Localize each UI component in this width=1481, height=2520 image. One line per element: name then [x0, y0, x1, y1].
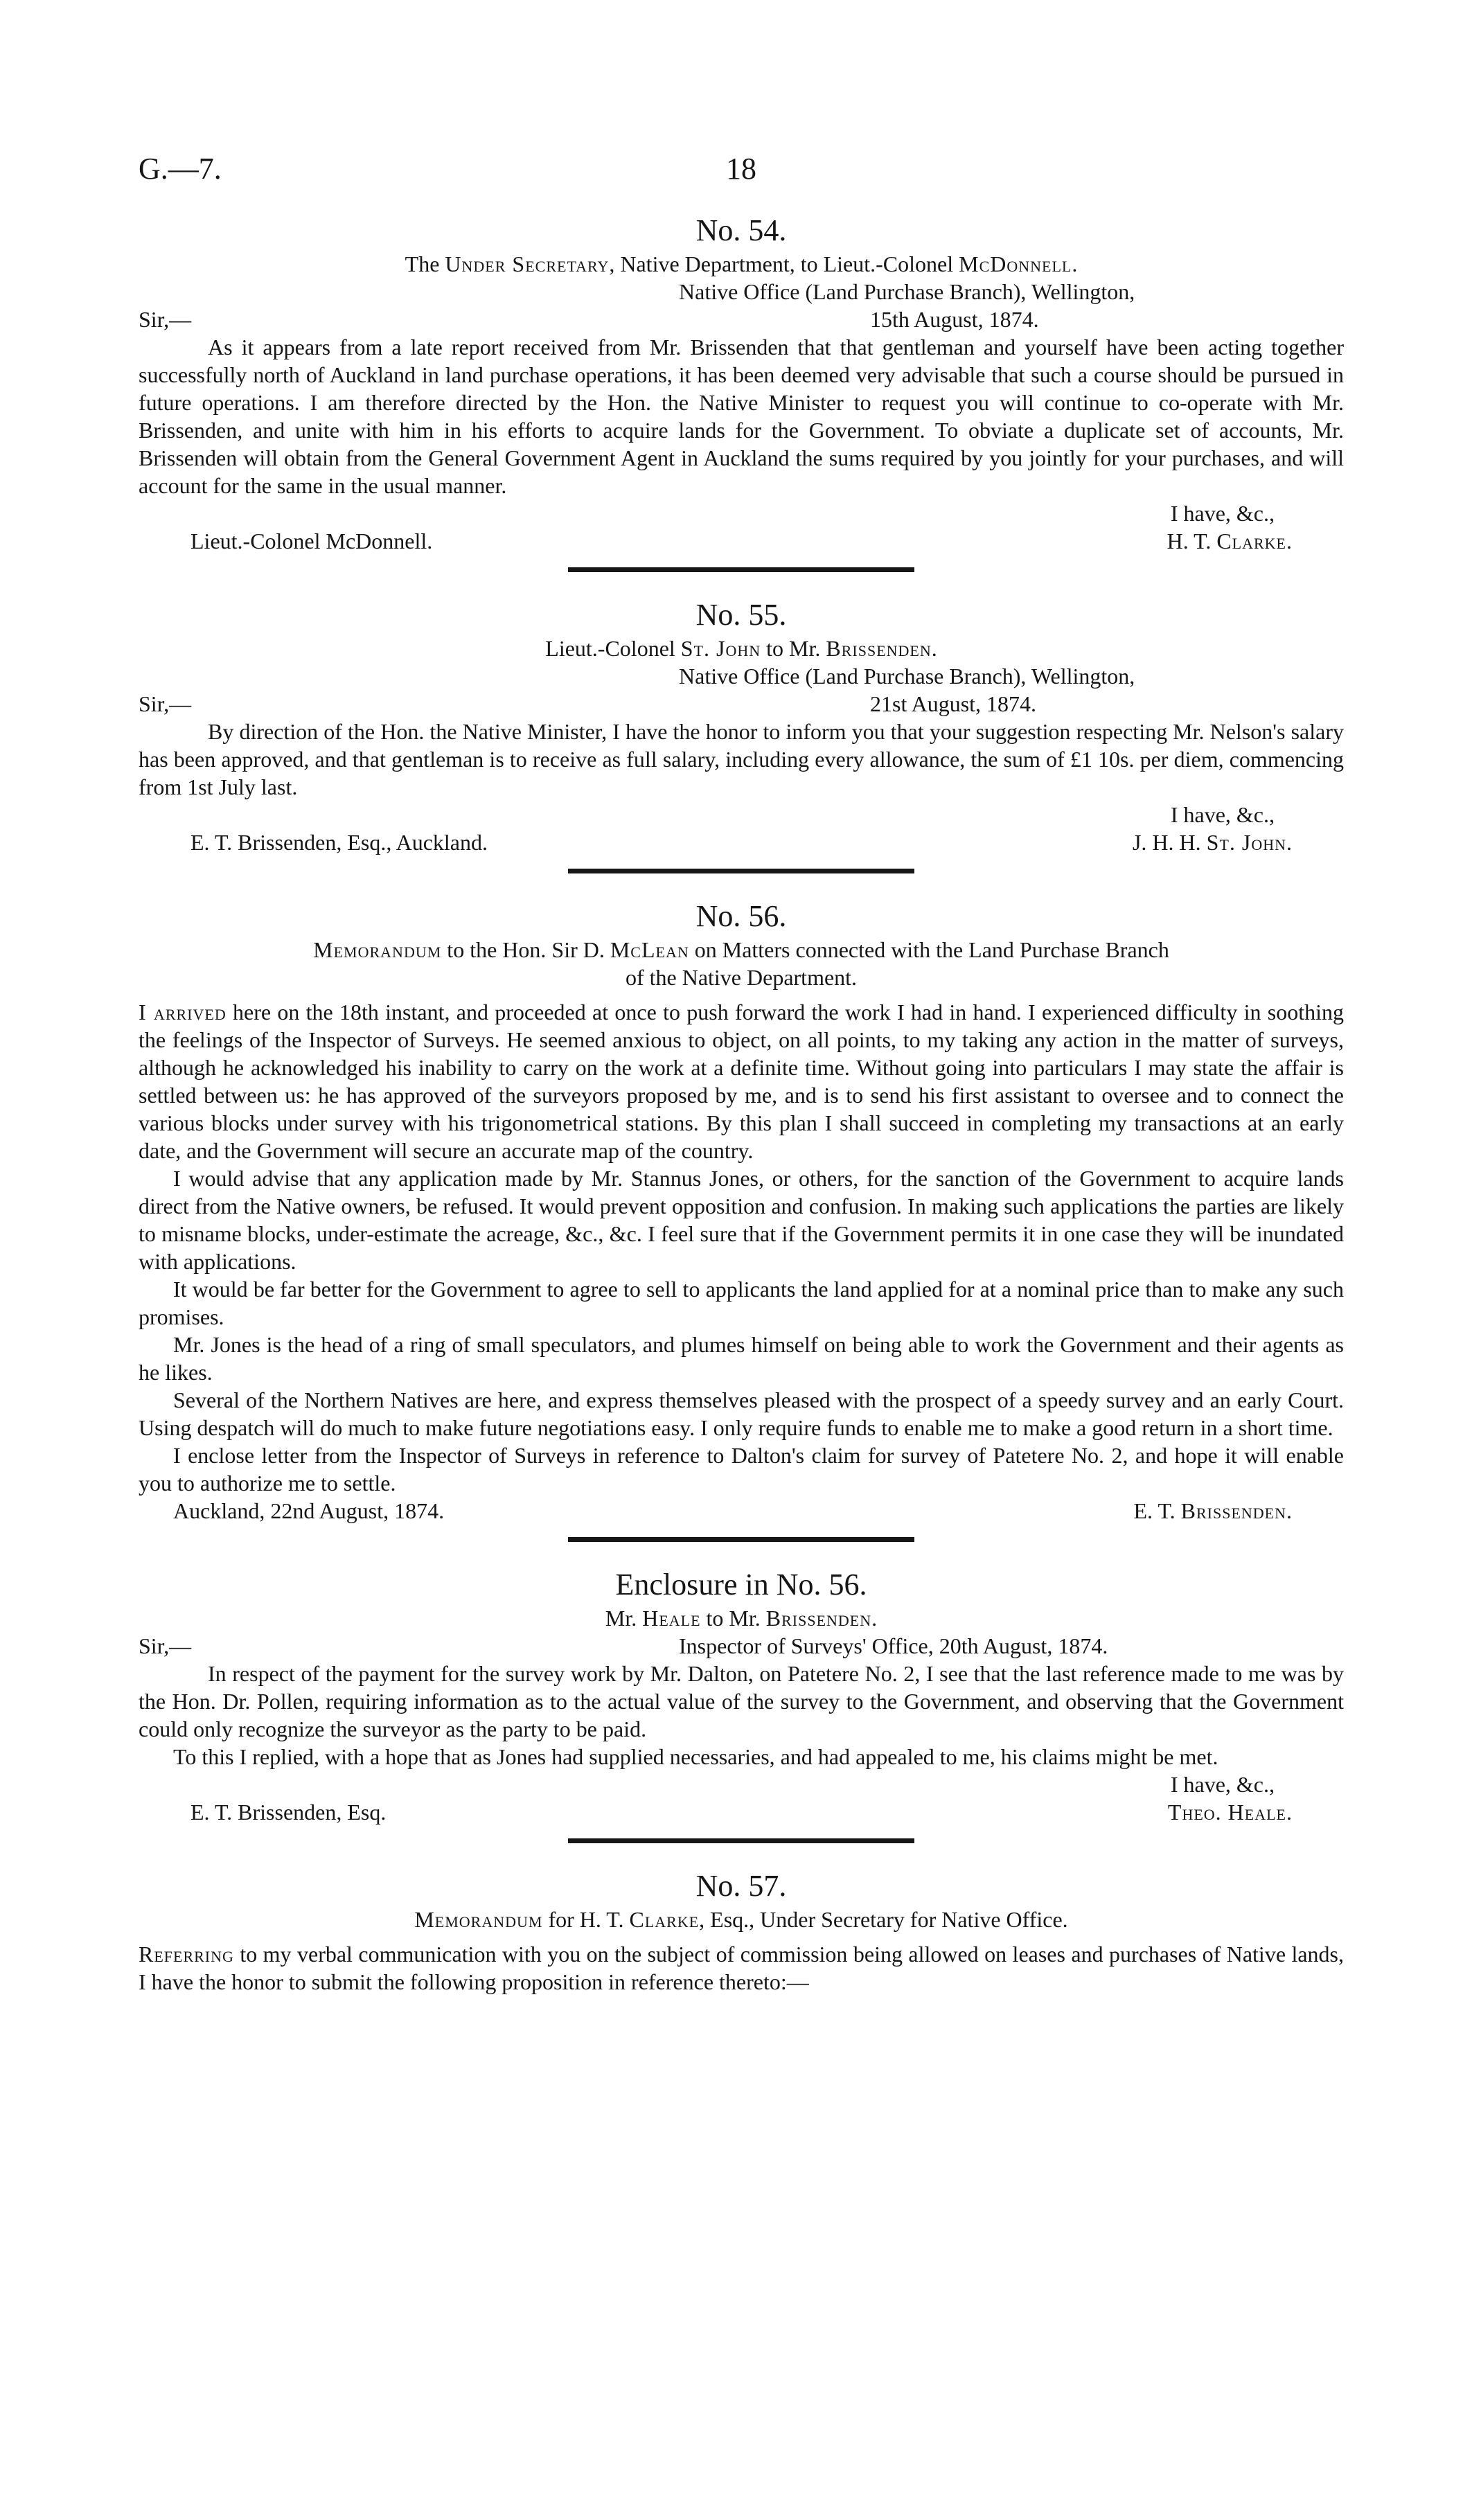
letter-date: 21st August, 1874.	[870, 691, 1037, 716]
letter-location: Native Office (Land Purchase Branch), Wellington,	[679, 664, 1135, 689]
salutation: Sir,—	[139, 1633, 192, 1658]
letter-paragraph: In respect of the payment for the survey work by Mr. Dalton, on Patetere No. 2, I see that the last reference made to me was by the Hon. Dr. Pollen, requiring information as to the actual value of the survey to the Government, and observing that the Government could only recognize the surveyor as the party to be paid.	[139, 1661, 1344, 1741]
content-column	[139, 211, 1344, 1996]
memo-paragraph: Mr. Jones is the head of a ring of small speculators, and plumes himself on being able to work the Government and their agents as he likes.	[139, 1332, 1344, 1385]
salutation-date-row	[139, 1632, 1344, 1660]
letter-heading: Mr. Heale to Mr. Brissenden.	[605, 1606, 878, 1631]
section-divider	[568, 567, 914, 572]
closing-row: I have, &c.,	[1170, 501, 1275, 526]
letter-body: By direction of the Hon. the Native Minister, I have the honor to inform you that your suggestion respecting Mr. Nelson's salary has been approved, and that gentleman is to receive as full salary, including every allowance, the sum of £1 10s. per diem, commencing from 1st July last.	[139, 719, 1344, 799]
section-title: No. 56.	[695, 899, 787, 933]
letter-location: Native Office (Land Purchase Branch), Wellington,	[679, 279, 1135, 304]
section-title: No. 57.	[695, 1869, 787, 1903]
letter-date: 15th August, 1874.	[870, 307, 1039, 332]
salutation-date-row	[139, 690, 1344, 718]
section-title: Enclosure in No. 56.	[615, 1568, 867, 1601]
closing-row: I have, &c.,	[1170, 1772, 1275, 1797]
memo-heading: Memorandum to the Hon. Sir D. McLean on Matters connected with the Land Purchase Branch	[313, 937, 1169, 962]
document-code: G.—7.	[139, 152, 222, 186]
addressee: E. T. Brissenden, Esq., Auckland.	[190, 830, 488, 855]
section-title: No. 55.	[695, 598, 787, 632]
memo-heading-line2: of the Native Department.	[625, 965, 858, 990]
salutation: Sir,—	[139, 691, 192, 716]
closing-row: I have, &c.,	[1170, 802, 1275, 827]
letter-no-54	[139, 211, 1344, 572]
signatory: E. T. Brissenden.	[1133, 1498, 1292, 1523]
signature-row	[139, 1798, 1344, 1826]
signature-row	[139, 527, 1344, 555]
letter-heading: Lieut.-Colonel St. John to Mr. Brissenden.	[545, 636, 937, 661]
memo-paragraph: I would advise that any application made by Mr. Stannus Jones, or others, for the sanction of the Government to acquire lands direct from the Native owners, be refused. It would prevent opposition and confusion. In making such applications the parties are likely to misname blocks, under-estimate the acreage, &c., &c. I feel sure that if the Government permits it in one case they will be inundated with applications.	[139, 1166, 1344, 1274]
letter-no-55	[139, 596, 1344, 873]
memo-heading: Memorandum for H. T. Clarke, Esq., Under Secretary for Native Office.	[414, 1907, 1068, 1932]
memo-paragraph: I arrived here on the 18th instant, and proceeded at once to push forward the work I had in hand. I experienced difficulty in soothing the feelings of the Inspector of Surveys. He seemed anxious to object, on all points, to my taking any action in the matter of surveys, although he acknowledged his inability to carry on the work at a definite time. Without going into particulars I may state the affair is settled between us: he has approved of the surveyors proposed by me, and is to send his first assistant to oversee and to connect the various blocks under survey with his trigonometrical stations. By this plan I shall succeed in completing my transactions at an early date, and the Government will secure an accurate map of the country.	[139, 1000, 1345, 1163]
enclosure-no-56	[139, 1565, 1344, 1843]
signatory: J. H. H. St. John.	[1132, 830, 1292, 855]
memo-paragraph: It would be far better for the Government to agree to sell to applicants the land applied for at a nominal price than to make any such promises.	[139, 1277, 1344, 1329]
signatory: H. T. Clarke.	[1167, 529, 1292, 553]
signatory: Theo. Heale.	[1167, 1800, 1292, 1825]
addressee: E. T. Brissenden, Esq.	[190, 1800, 387, 1825]
salutation: Sir,—	[139, 307, 192, 332]
section-divider	[568, 1838, 914, 1843]
memo-paragraph: Several of the Northern Natives are here, and express themselves pleased with the prospect of a speedy survey and an early Court. Using despatch will do much to make future negotiations easy. I only require funds to enable me to make a good return in a short time.	[139, 1387, 1344, 1440]
memorandum-no-56	[139, 897, 1344, 1542]
page-header	[139, 151, 1342, 199]
section-divider	[568, 869, 914, 873]
page-number: 18	[726, 152, 756, 186]
signature-row	[139, 1497, 1344, 1525]
place-date: Auckland, 22nd August, 1874.	[173, 1498, 445, 1523]
location-date: Inspector of Surveys' Office, 20th August, 1874.	[679, 1633, 1108, 1658]
section-divider	[568, 1537, 914, 1542]
salutation-date-row	[139, 305, 1344, 333]
addressee: Lieut.-Colonel McDonnell.	[190, 529, 433, 553]
letter-body: As it appears from a late report received from Mr. Brissenden that that gentleman and yourself have been acting together successfully north of Auckland in land purchase operations, it has been deemed very advisable that such a course should be pursued in future operations. I am therefore directed by the Hon. the Native Minister to request you will continue to co-operate with Mr. Brissenden, and unite with him in his efforts to acquire lands for the Government. To obviate a duplicate set of accounts, Mr. Brissenden will obtain from the General Government Agent in Auckland the sums required by you jointly for your purchases, and will account for the same in the usual manner.	[139, 335, 1344, 498]
letter-heading: The Under Secretary, Native Department, to Lieut.-Colonel McDonnell.	[405, 251, 1078, 276]
section-title: No. 54.	[695, 213, 787, 247]
letter-paragraph: To this I replied, with a hope that as Jones had supplied necessaries, and had appealed to me, his claims might be met.	[173, 1744, 1218, 1769]
signature-row	[139, 828, 1344, 856]
memo-paragraph: I enclose letter from the Inspector of Surveys in reference to Dalton's claim for survey of Patetere No. 2, and hope it will enable you to authorize me to settle.	[139, 1443, 1344, 1496]
memo-paragraph: Referring to my verbal communication with you on the subject of commission being allowed on leases and purchases of Native lands, I have the honor to submit the following proposition in reference thereto:—	[139, 1942, 1344, 1994]
memorandum-no-57	[139, 1867, 1344, 1996]
